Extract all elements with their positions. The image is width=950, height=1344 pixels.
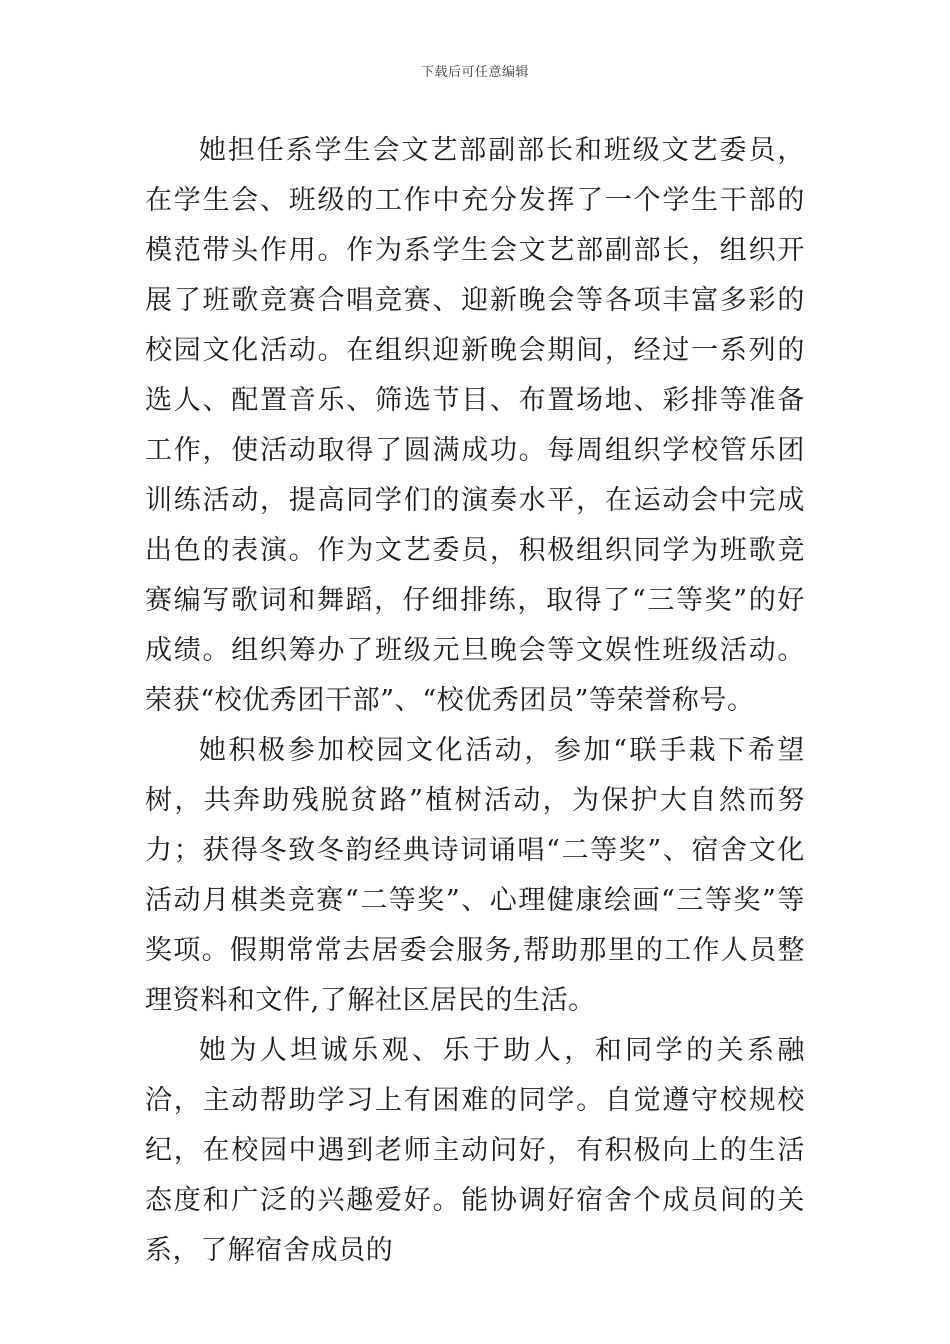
paragraph-2: 她积极参加校园文化活动，参加“联手栽下希望树，共奔助残脱贫路”植树活动，为保护大自然而努力；获得冬致冬韵经典诗词诵唱“二等奖”、宿舍文化活动月棋类竞赛“二等奖”、心理健康绘画“三等奖”等奖项。假期常常去居委会服务,帮助那里的工作人员整理资料和文件,了解社区居民的生活。 xyxy=(145,735,805,1016)
page-header-note: 下载后可任意编辑 xyxy=(420,65,529,80)
paragraph-3: 她为人坦诚乐观、乐于助人，和同学的关系融洽，主动帮助学习上有困难的同学。自觉遵守校规校纪，在校园中遇到老师主动问好，有积极向上的生活态度和广泛的兴趣爱好。能协调好宿舍个成员间的关系，了解宿舍成员的 xyxy=(145,1035,805,1266)
paragraph-1: 她担任系学生会文艺部副部长和班级文艺委员，在学生会、班级的工作中充分发挥了一个学生干部的模范带头作用。作为系学生会文艺部副部长，组织开展了班歌竞赛合唱竞赛、迎新晚会等各项丰富多彩的校园文化活动。在组织迎新晚会期间，经过一系列的选人、配置音乐、筛选节目、布置场地、彩排等准备工作，使活动取得了圆满成功。每周组织学校管乐团训练活动，提高同学们的演奏水平，在运动会中完成出色的表演。作为文艺委员，积极组织同学为班歌竞赛编写歌词和舞蹈，仔细排练，取得了“三等奖”的好成绩。组织筹办了班级元旦晚会等文娱性班级活动。荣获“校优秀团干部”、“校优秀团员”等荣誉称号。 xyxy=(145,135,805,716)
document-body xyxy=(145,126,805,1276)
